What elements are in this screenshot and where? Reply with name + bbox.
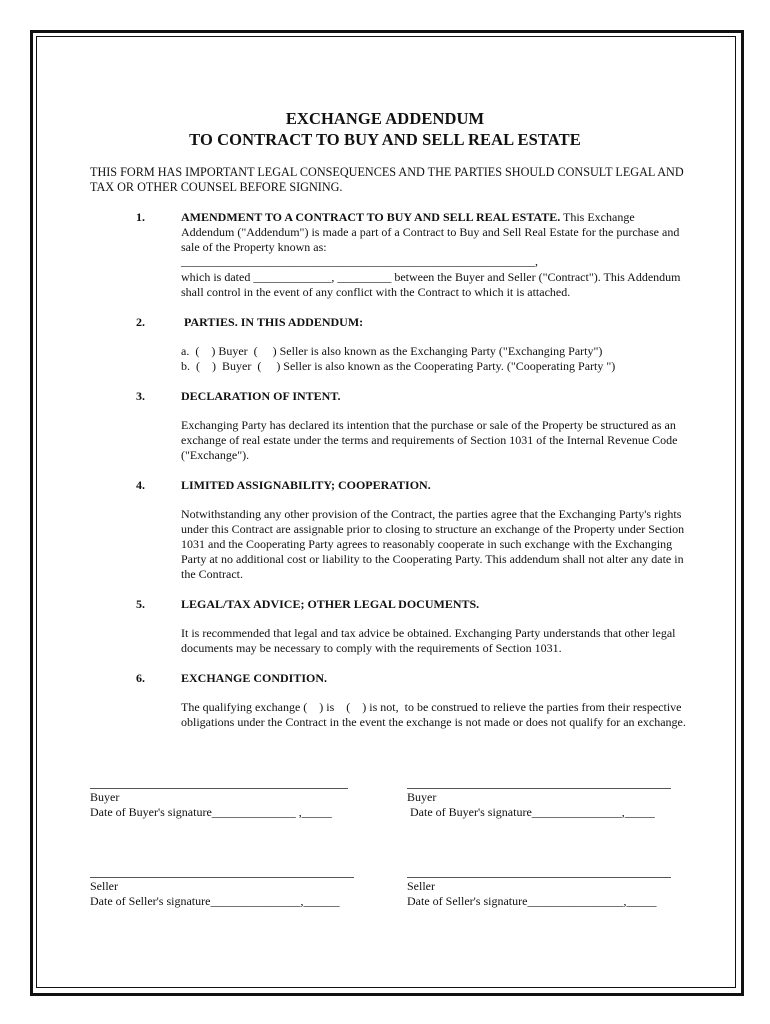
seller-left-date-field[interactable]: Date of Seller's signature_______________,______ bbox=[90, 894, 340, 908]
section-2-number: 2. bbox=[136, 315, 145, 329]
section-1-contract-date-text: which is dated _____________, _________ between the Buyer and Seller ("Contract"). This Addendum shall control in the event of any conflict with the Contract to which it is attached. bbox=[181, 270, 681, 299]
exchanging-party-option[interactable]: a. ( ) Buyer ( ) Seller is also known as the Exchanging Party ("Exchanging Party") bbox=[181, 344, 603, 358]
section-6-heading: EXCHANGE CONDITION. bbox=[181, 671, 328, 685]
section-4-text: Notwithstanding any other provision of the Contract, the parties agree that the Exchanging Party's rights under this Contract are assignable prior to closing to structure an exchange of the Property under Section 1031 and the Cooperating Party agrees to reasonably cooperate in such exchange with the Exchanging Party at no additional cost or liability to the Cooperating Party. This addendum shall not alter any date in the Contract. bbox=[181, 507, 685, 581]
section-5-text: It is recommended that legal and tax advice be obtained. Exchanging Party understands that other legal documents may be necessary to comply with the requirements of Section 1031. bbox=[181, 626, 676, 655]
section-1-body bbox=[181, 210, 686, 255]
section-5-heading: LEGAL/TAX ADVICE; OTHER LEGAL DOCUMENTS. bbox=[181, 597, 480, 611]
section-3-text: Exchanging Party has declared its intention that the purchase or sale of the Property be structured as an exchange of real estate under the terms and requirements of Section 1031 of the Internal Revenue Code ("Exchange"). bbox=[181, 418, 678, 462]
section-5-number: 5. bbox=[136, 597, 145, 611]
buyer-right-date-field[interactable]: Date of Buyer's signature_______________,_____ bbox=[407, 805, 655, 819]
section-4-heading: LIMITED ASSIGNABILITY; COOPERATION. bbox=[181, 478, 431, 492]
section-1-heading: AMENDMENT TO A CONTRACT TO BUY AND SELL REAL ESTATE. bbox=[181, 210, 561, 224]
cooperating-party-option[interactable]: b. ( ) Buyer ( ) Seller is also known as the Cooperating Party. ("Cooperating Party ") bbox=[181, 359, 616, 373]
seller-left-label: Seller bbox=[90, 879, 118, 893]
exchange-condition-text[interactable]: The qualifying exchange ( ) is ( ) is not, to be construed to relieve the parties from their respective obligations under the Contract in the event the exchange is not made or does not qualify for an exchange. bbox=[181, 700, 686, 729]
section-1-number: 1. bbox=[136, 210, 145, 224]
section-6-number: 6. bbox=[136, 671, 145, 685]
property-address-blank[interactable]: ___________________________________________________________, bbox=[181, 254, 538, 268]
seller-left-signature-line[interactable] bbox=[90, 877, 354, 878]
section-2-heading: PARTIES. IN THIS ADDENDUM: bbox=[181, 315, 364, 329]
seller-right-date-field[interactable]: Date of Seller's signature________________,_____ bbox=[407, 894, 657, 908]
section-4-number: 4. bbox=[136, 478, 145, 492]
section-3-number: 3. bbox=[136, 389, 145, 403]
seller-right-signature-line[interactable] bbox=[407, 877, 671, 878]
buyer-right-label: Buyer bbox=[407, 790, 437, 804]
warning-notice: THIS FORM HAS IMPORTANT LEGAL CONSEQUENCES AND THE PARTIES SHOULD CONSULT LEGAL AND TAX OR OTHER COUNSEL BEFORE SIGNING. bbox=[90, 165, 684, 194]
buyer-right-signature-line[interactable] bbox=[407, 788, 671, 789]
document-subtitle: TO CONTRACT TO BUY AND SELL REAL ESTATE bbox=[189, 130, 581, 149]
document-title: EXCHANGE ADDENDUM bbox=[285, 109, 485, 128]
buyer-left-signature-line[interactable] bbox=[90, 788, 348, 789]
seller-right-label: Seller bbox=[407, 879, 435, 893]
buyer-left-date-field[interactable]: Date of Buyer's signature______________ ,_____ bbox=[90, 805, 332, 819]
section-3-heading: DECLARATION OF INTENT. bbox=[181, 389, 341, 403]
section-1-text: This Exchange Addendum ("Addendum") is made a part of a Contract to Buy and Sell Real Estate for the purchase and sale of the Property known as: bbox=[181, 210, 680, 254]
buyer-left-label: Buyer bbox=[90, 790, 120, 804]
